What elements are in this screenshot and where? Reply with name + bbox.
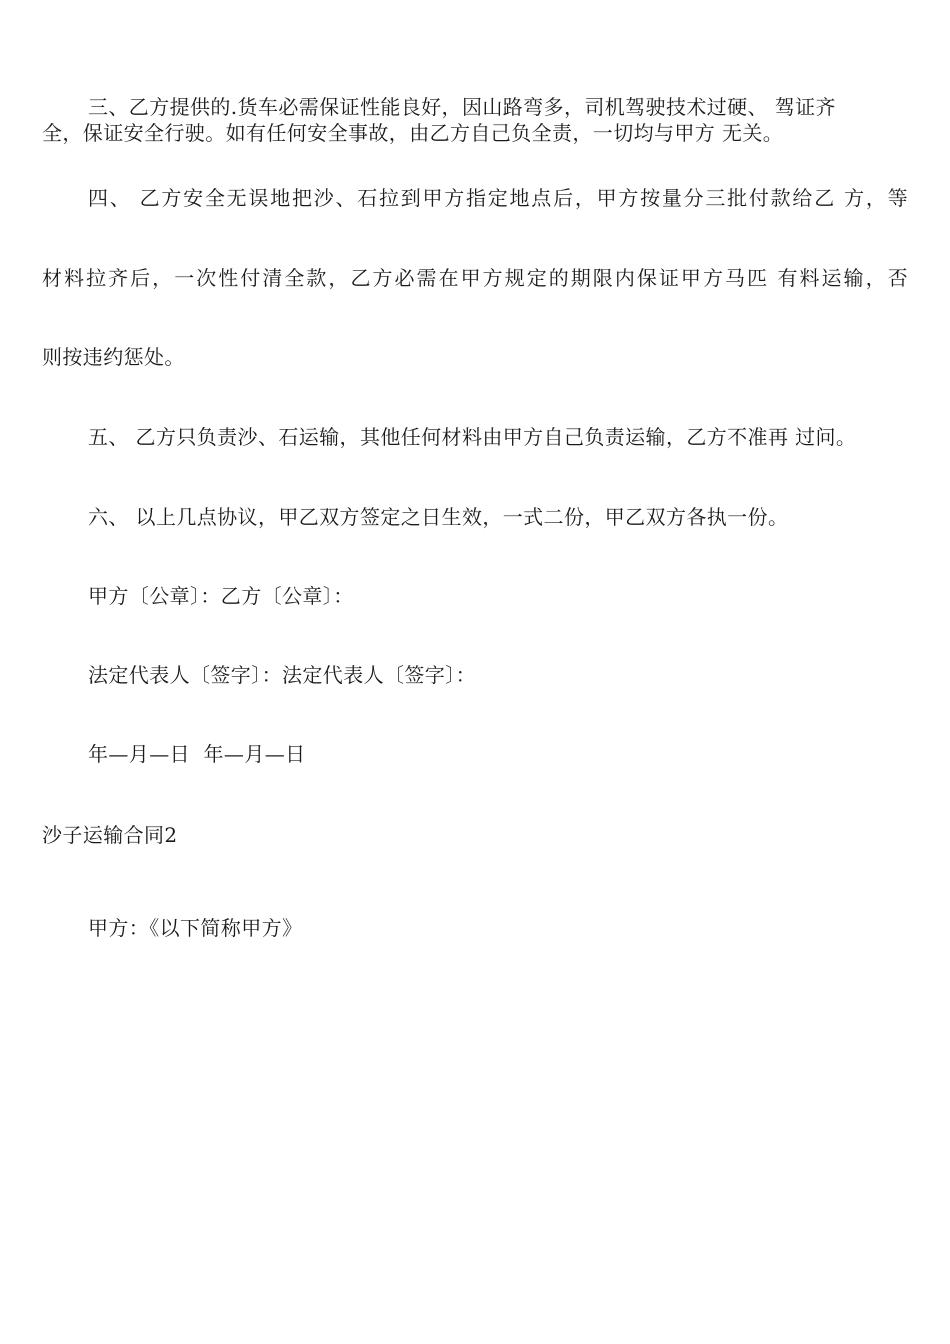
party-a-line: 甲方：《以下简称甲方》 [88, 916, 303, 940]
seal-line: 甲方〔公章〕：乙方〔公章〕： [88, 584, 354, 608]
clause-5: 五、 乙方只负责沙、石运输，其他任何材料由甲方自己负责运输，乙方不准再 过问。 [88, 425, 857, 449]
clause-4-line-3: 则按违约惩处。 [42, 345, 185, 369]
signature-line: 法定代表人〔签字〕：法定代表人〔签字〕： [88, 663, 476, 687]
clause-4-line-2: 材料拉齐后，一次性付清全款，乙方必需在甲方规定的期限内保证甲方马匹 有料运输，否 [42, 266, 908, 290]
clause-3-line-1: 三、乙方提供的.货车必需保证性能良好，因山路弯多，司机驾驶技术过硬、 驾证齐 [88, 95, 836, 119]
clause-4-line-1: 四、 乙方安全无误地把沙、石拉到甲方指定地点后，甲方按量分三批付款给乙 方，等 [88, 186, 908, 210]
date-line: 年—月—日 年—月—日 [88, 742, 306, 766]
section-title: 沙子运输合同2 [42, 823, 178, 847]
clause-3-line-2: 全，保证安全行驶。如有任何安全事故，由乙方自己负全责，一切均与甲方 无关。 [42, 121, 784, 145]
clause-6: 六、 以上几点协议，甲乙双方签定之日生效，一式二份，甲乙双方各执一份。 [88, 505, 789, 529]
